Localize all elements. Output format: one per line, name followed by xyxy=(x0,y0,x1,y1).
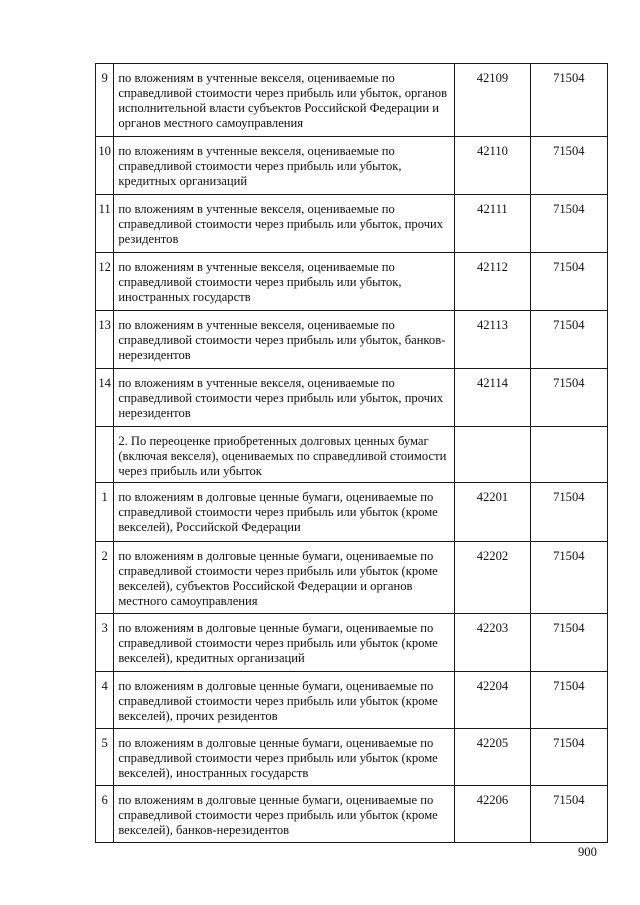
account-code: 42205 xyxy=(455,729,530,786)
account-code: 42112 xyxy=(455,253,530,311)
symbol-code: 71504 xyxy=(530,729,607,786)
table-row xyxy=(96,137,608,195)
account-code: 42206 xyxy=(455,786,530,843)
table-row xyxy=(96,729,608,786)
account-code: 42204 xyxy=(455,672,530,729)
row-description: по вложениям в учтенные векселя, оцениваемые по справедливой стоимости через прибыль или убыток, банков-нерезидентов xyxy=(114,311,455,369)
account-table xyxy=(95,63,608,843)
table-row xyxy=(96,311,608,369)
row-number: 3 xyxy=(96,614,114,672)
account-code: 42111 xyxy=(455,195,530,253)
row-number: 6 xyxy=(96,786,114,843)
symbol-code: 71504 xyxy=(530,64,607,137)
row-number: 1 xyxy=(96,483,114,542)
symbol-code: 71504 xyxy=(530,483,607,542)
table-row xyxy=(96,614,608,672)
page-number: 900 xyxy=(578,845,597,859)
row-description: по вложениям в учтенные векселя, оцениваемые по справедливой стоимости через прибыль или убыток, кредитных организаций xyxy=(114,137,455,195)
row-number: 5 xyxy=(96,729,114,786)
symbol-code: 71504 xyxy=(530,137,607,195)
row-number: 11 xyxy=(96,195,114,253)
row-description: по вложениям в учтенные векселя, оцениваемые по справедливой стоимости через прибыль или убыток, иностранных государств xyxy=(114,253,455,311)
row-description: по вложениям в долговые ценные бумаги, оцениваемые по справедливой стоимости через прибыль или убыток (кроме векселей), банков-нерезидентов xyxy=(114,786,455,843)
account-code: 42114 xyxy=(455,369,530,427)
table-row xyxy=(96,672,608,729)
row-description: по вложениям в долговые ценные бумаги, оцениваемые по справедливой стоимости через прибыль или убыток (кроме векселей), иностранных государств xyxy=(114,729,455,786)
symbol-code xyxy=(530,427,607,483)
symbol-code: 71504 xyxy=(530,369,607,427)
account-code: 42203 xyxy=(455,614,530,672)
table-row xyxy=(96,64,608,137)
table-row xyxy=(96,253,608,311)
row-description: по вложениям в долговые ценные бумаги, оцениваемые по справедливой стоимости через прибыль или убыток (кроме векселей), Российской Федерации xyxy=(114,483,455,542)
symbol-code: 71504 xyxy=(530,253,607,311)
row-number: 12 xyxy=(96,253,114,311)
row-number: 14 xyxy=(96,369,114,427)
account-code: 42109 xyxy=(455,64,530,137)
account-code xyxy=(455,427,530,483)
row-number: 13 xyxy=(96,311,114,369)
row-description: по вложениям в учтенные векселя, оцениваемые по справедливой стоимости через прибыль или убыток, прочих нерезидентов xyxy=(114,369,455,427)
symbol-code: 71504 xyxy=(530,614,607,672)
row-number: 10 xyxy=(96,137,114,195)
table-row xyxy=(96,483,608,542)
account-code: 42201 xyxy=(455,483,530,542)
symbol-code: 71504 xyxy=(530,542,607,614)
symbol-code: 71504 xyxy=(530,672,607,729)
row-description: по вложениям в долговые ценные бумаги, оцениваемые по справедливой стоимости через прибыль или убыток (кроме векселей), субъектов Российской Федерации и органов местного самоуправления xyxy=(114,542,455,614)
section-heading-row xyxy=(96,427,608,483)
row-number xyxy=(96,427,114,483)
row-number: 2 xyxy=(96,542,114,614)
row-description: по вложениям в долговые ценные бумаги, оцениваемые по справедливой стоимости через прибыль или убыток (кроме векселей), прочих резидентов xyxy=(114,672,455,729)
table-row xyxy=(96,786,608,843)
row-number: 9 xyxy=(96,64,114,137)
account-code: 42202 xyxy=(455,542,530,614)
table-row xyxy=(96,195,608,253)
row-description: по вложениям в учтенные векселя, оцениваемые по справедливой стоимости через прибыль или убыток, органов исполнительной власти субъектов Российской Федерации и органов местного самоуправления xyxy=(114,64,455,137)
row-description: по вложениям в учтенные векселя, оцениваемые по справедливой стоимости через прибыль или убыток, прочих резидентов xyxy=(114,195,455,253)
symbol-code: 71504 xyxy=(530,195,607,253)
section-heading: 2. По переоценке приобретенных долговых ценных бумаг (включая векселя), оцениваемых по справедливой стоимости через прибыль или убыток xyxy=(114,427,455,483)
table-row xyxy=(96,542,608,614)
account-code: 42113 xyxy=(455,311,530,369)
row-description: по вложениям в долговые ценные бумаги, оцениваемые по справедливой стоимости через прибыль или убыток (кроме векселей), кредитных организаций xyxy=(114,614,455,672)
row-number: 4 xyxy=(96,672,114,729)
account-code: 42110 xyxy=(455,137,530,195)
symbol-code: 71504 xyxy=(530,311,607,369)
symbol-code: 71504 xyxy=(530,786,607,843)
table-row xyxy=(96,369,608,427)
